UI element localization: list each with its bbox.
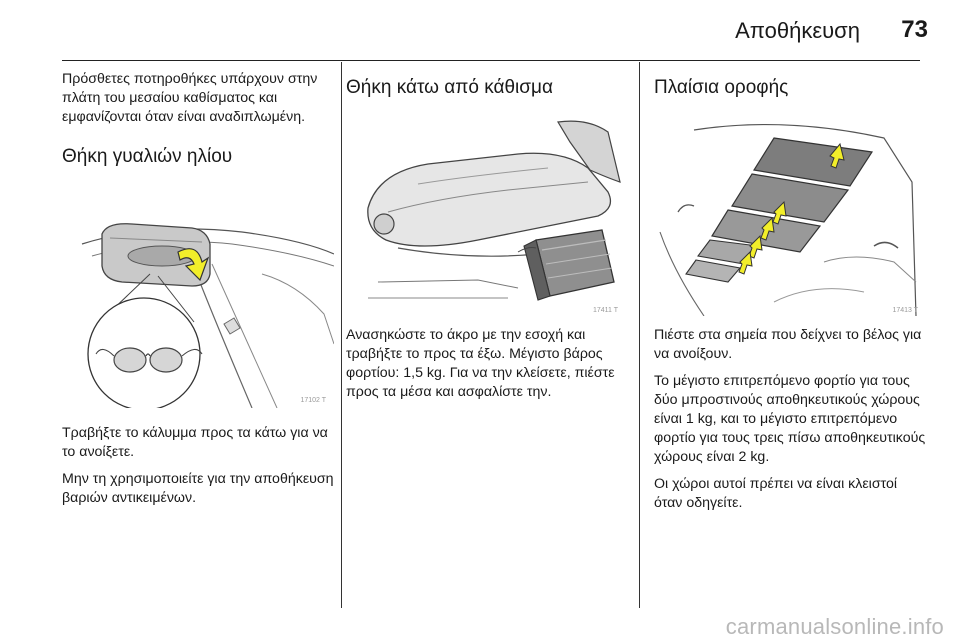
column-divider-1 bbox=[341, 62, 342, 608]
column-3 bbox=[654, 76, 924, 100]
paragraph: Ανασηκώστε το άκρο με την εσοχή και τραβήξτε το προς τα έξω. Μέγιστο βάρος φορτίου: 1,5 kg. Για να την κλείσετε, πιέστε προς τα μέσα και ασφαλίστε την. bbox=[346, 327, 615, 400]
column-1 bbox=[62, 70, 334, 169]
figure-under-seat-drawer bbox=[358, 112, 624, 316]
section-heading-sunglasses: Θήκη γυαλιών ηλίου bbox=[62, 146, 233, 167]
figure-number: 17102 T bbox=[300, 397, 326, 404]
page-title: Αποθήκευση bbox=[735, 18, 860, 43]
section-heading-roof-trays: Πλαίσια οροφής bbox=[654, 77, 789, 98]
paragraph: Τραβήξτε το κάλυμμα προς τα κάτω για να το ανοίξετε. bbox=[62, 425, 328, 460]
intro-paragraph: Πρόσθετες ποτηροθήκες υπάρχουν στην πλάτη του μεσαίου καθίσματος και εμφανίζονται όταν είναι αναδιπλωμένη. bbox=[62, 71, 318, 125]
column-divider-2 bbox=[639, 62, 640, 608]
section-heading-under-seat: Θήκη κάτω από κάθισμα bbox=[346, 77, 553, 98]
figure-number: 17411 T bbox=[592, 307, 618, 314]
paragraph: Μην τη χρησιμοποιείτε για την αποθήκευση βαριών αντικειμένων. bbox=[62, 471, 334, 506]
paragraph: Πιέστε στα σημεία που δείχνει το βέλος για να ανοίξουν. bbox=[654, 327, 922, 362]
paragraph: Οι χώροι αυτοί πρέπει να είναι κλειστοί όταν οδηγείτε. bbox=[654, 476, 898, 511]
figure-number: 17413 T bbox=[892, 307, 918, 314]
paragraph: Το μέγιστο επιτρεπόμενο φορτίο για τους δύο μπροστινούς αποθηκευτικούς χώρους είναι 1 kg, και το μέγιστο επιτρεπόμενο φορτίο για τους τρεις πίσω αποθηκευτικούς χώρους είναι 2 kg. bbox=[654, 373, 926, 465]
column-2-body bbox=[346, 326, 636, 410]
figure-sunglasses-holder bbox=[62, 204, 334, 408]
header-divider bbox=[62, 60, 920, 61]
figure-roof-trays bbox=[654, 112, 920, 316]
column-2 bbox=[346, 76, 632, 100]
page-number: 73 bbox=[901, 16, 928, 43]
column-3-body bbox=[654, 326, 926, 521]
column-1-body bbox=[62, 424, 334, 516]
watermark: carmanualsonline.info bbox=[725, 614, 944, 639]
